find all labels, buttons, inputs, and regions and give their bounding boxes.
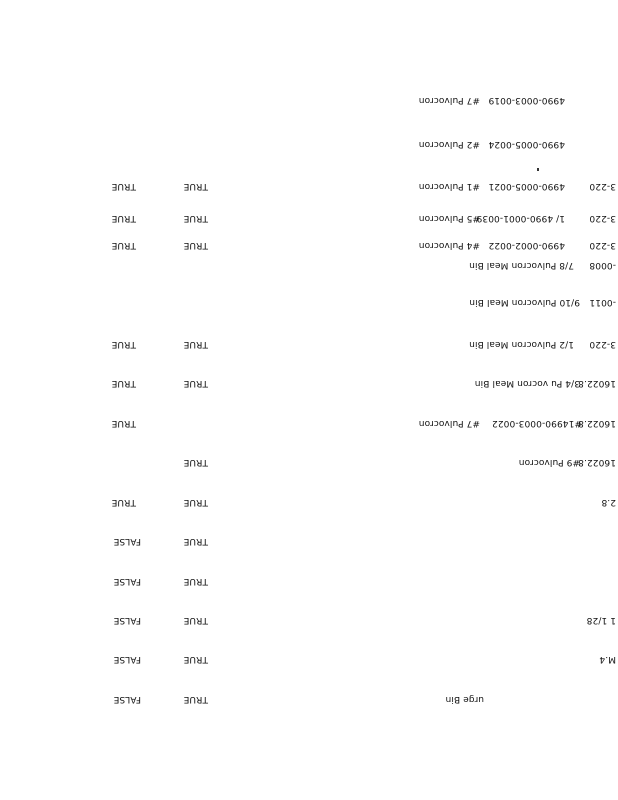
tag-cell: 16022.8 (578, 378, 616, 388)
true-false-cell-a: TRUE (183, 181, 208, 191)
true-false-cell-b: TRUE (111, 213, 136, 223)
true-false-cell-a: TRUE (183, 694, 208, 704)
true-false-cell-a: TRUE (183, 654, 208, 664)
tag-cell: M.4 (599, 654, 616, 664)
description-cell: #4 Pulvocron (418, 240, 480, 250)
true-false-cell-b: FALSE (113, 654, 141, 664)
tag-cell: 2.8 (601, 497, 616, 507)
true-false-cell-a: TRUE (183, 536, 208, 546)
tag-cell: 3-220 (589, 339, 616, 349)
description-cell: #7 Pulvocron (418, 418, 480, 428)
tag-cell: 1 1/28 (586, 615, 616, 625)
true-false-cell-b: TRUE (111, 497, 136, 507)
true-false-cell-b: TRUE (111, 181, 136, 191)
description-cell: #7 Pulvocron (418, 95, 480, 105)
true-false-cell-b: FALSE (113, 576, 141, 586)
description-cell: 3/4 Pu vocron Meal Bin (474, 378, 580, 388)
tag-cell: -0008 (589, 260, 616, 270)
description-cell: #1 Pulvocron (418, 181, 480, 191)
description-cell: #2 Pulvocron (418, 139, 480, 149)
true-false-cell-b: FALSE (113, 536, 141, 546)
true-false-cell-b: TRUE (111, 339, 136, 349)
true-false-cell-b: TRUE (111, 240, 136, 250)
description-cell: 7/8 Pulvocron Meal Bin (469, 260, 574, 270)
description-cell: 9/10 Pulvocron Meal Bin (469, 297, 580, 307)
part-number-cell: 4990-0005-0021 (488, 181, 565, 191)
description-cell: #9 Pulvocron (518, 457, 580, 467)
true-false-cell-b: FALSE (113, 615, 141, 625)
description-cell: 1/2 Pulvocron Meal Bin (469, 339, 574, 349)
description-cell: #5 Pulvocron (418, 213, 480, 223)
true-false-cell-a: TRUE (183, 240, 208, 250)
true-false-cell-a: TRUE (183, 339, 208, 349)
true-false-cell-a: TRUE (183, 213, 208, 223)
true-false-cell-a: TRUE (183, 497, 208, 507)
tag-cell: 3-220 (589, 181, 616, 191)
tag-cell: -0011 (589, 297, 616, 307)
true-false-cell-b: TRUE (111, 418, 136, 428)
true-false-cell-a: TRUE (183, 576, 208, 586)
part-number-cell: 4990-0003-0019 (488, 95, 565, 105)
tag-cell: 16022.8 (578, 457, 616, 467)
true-false-cell-b: FALSE (113, 694, 141, 704)
tag-cell: 3-220 (589, 240, 616, 250)
tag-cell: 16022.8 (578, 418, 616, 428)
part-number-cell: #14990-0003-0022 (491, 418, 582, 428)
true-false-cell-a: TRUE (183, 378, 208, 388)
part-number-cell: 4990-0005-0024 (488, 139, 565, 149)
part-number-cell: 1/ 4990-0001-0039 (476, 213, 565, 223)
true-false-cell-a: TRUE (183, 615, 208, 625)
tag-cell: 3-220 (589, 213, 616, 223)
description-cell: urge Bin (445, 694, 484, 704)
true-false-cell-a: TRUE (183, 457, 208, 467)
part-number-cell: 4990-0002-0022 (488, 240, 565, 250)
pen-mark (537, 168, 539, 171)
true-false-cell-b: TRUE (111, 378, 136, 388)
